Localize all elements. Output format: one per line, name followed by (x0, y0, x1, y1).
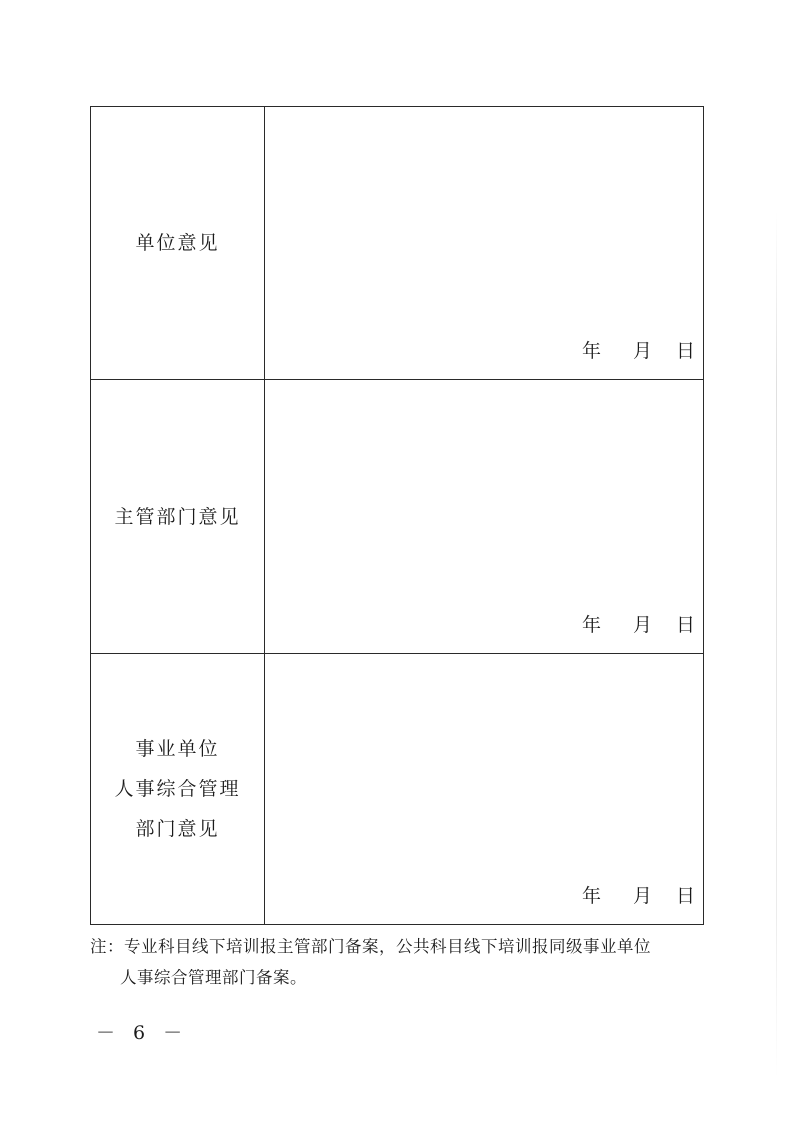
date-month: 月 (632, 614, 652, 636)
page-number: － 6 － (96, 1022, 189, 1044)
row-label-line: 事业单位 (135, 738, 220, 760)
row-label-line: 主管部门意见 (114, 505, 241, 528)
form-row-hr-opinion (91, 654, 704, 925)
date-year: 年 (581, 885, 601, 907)
date-line (582, 610, 695, 637)
form-row-supervisor-opinion (91, 380, 704, 654)
row-label-line: 部门意见 (135, 818, 220, 840)
date-month: 月 (632, 885, 652, 907)
approval-form-table (90, 106, 704, 925)
date-month: 月 (632, 340, 652, 362)
date-year: 年 (581, 340, 601, 362)
row-label (91, 380, 265, 654)
row-label (91, 654, 265, 925)
footnote-line: 注：专业科目线下培训报主管部门备案，公共科目线下培训报同级事业单位 (90, 937, 651, 956)
date-year: 年 (581, 614, 601, 636)
form-row-unit-opinion (91, 107, 704, 380)
date-line (582, 881, 695, 908)
date-line (582, 336, 695, 363)
opinion-field[interactable] (265, 107, 704, 380)
opinion-field[interactable] (265, 654, 704, 925)
date-day: 日 (675, 340, 695, 362)
date-day: 日 (675, 614, 695, 636)
row-label (91, 107, 265, 380)
row-label-line: 单位意见 (135, 232, 220, 254)
opinion-field[interactable] (265, 380, 704, 654)
footnote (90, 931, 710, 993)
row-label-line: 人事综合管理 (114, 778, 241, 800)
scan-page-edge (776, 210, 777, 1080)
date-day: 日 (675, 885, 695, 907)
footnote-line: 人事综合管理部门备案。 (120, 968, 307, 987)
